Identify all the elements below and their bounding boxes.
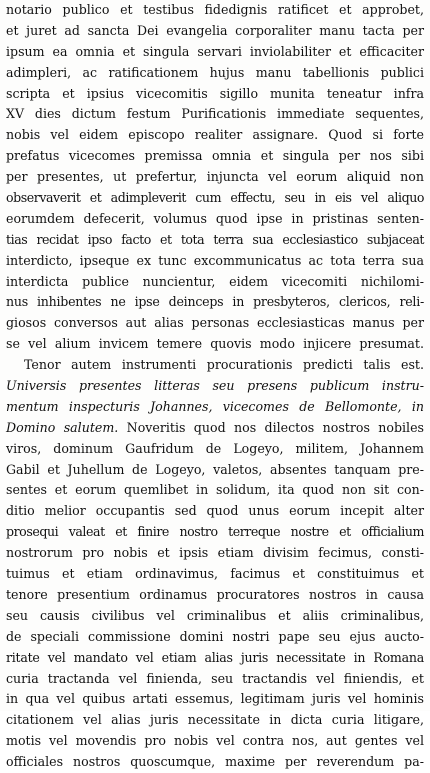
italic-text: Universis presentes litteras seu presens publicum instru- [6, 378, 424, 394]
text-line: nostrorum pro nobis et ipsis etiam divisim fecimus, consti- [6, 545, 424, 561]
italic-text: Domino salutem. [6, 419, 119, 435]
text-line: per presentes, ut prefertur, injuncta vel eorum aliquid non [6, 169, 424, 185]
text-line: et juret ad sancta Dei evangelia corporaliter manu tacta per [6, 22, 424, 38]
text-line: XV dies dictum festum Purificationis immediate sequentes, [6, 106, 424, 122]
text-line-mixed [6, 418, 424, 439]
text-line: de speciali commissione domini nostri pape seu ejus aucto- [6, 628, 424, 644]
text-line: tias recidat ipso facto et tota terra sua ecclesiastico subjaceat [6, 231, 424, 247]
text-line: nobis vel eidem episcopo realiter assignare. Quod si forte [6, 127, 424, 143]
text-line: se vel alium invicem temere quovis modo injicere presumat. [6, 336, 424, 352]
paragraph-decree [6, 0, 424, 355]
text-line: officiales nostros quoscumque, maxime per reverendum pa- [6, 754, 424, 770]
text-line: ditio melior occupantis sed quod unus eorum incepit alter [6, 503, 424, 519]
text-line: tuimus et etiam ordinavimus, facimus et constituimus et [6, 566, 424, 582]
text-line: eorumdem defecerit, volumus quod ipse in pristinas senten- [6, 210, 424, 226]
text-line: tenore presentium ordinamus procuratores nostros in causa [6, 586, 424, 602]
text-line: nus inhibentes ne ipse deinceps in presbyteros, clericos, reli- [6, 294, 424, 310]
text-line: seu causis civilibus vel criminalibus et aliis criminalibus, [6, 607, 424, 623]
text-line: Gabil et Juhellum de Logeyo, valetos, absentes tanquam pre- [6, 461, 424, 477]
text-line: Tenor autem instrumenti procurationis predicti talis est. [24, 357, 424, 373]
text-line: adimpleri, ac ratificationem hujus manu tabellionis publici [6, 64, 424, 80]
text-line: in qua vel quibus artati essemus, legitimam juris vel hominis [6, 691, 424, 707]
text-line-italic [6, 397, 424, 418]
text-line: sentes et eorum quemlibet in solidum, ita quod non sit con- [6, 482, 424, 498]
text-line: prefatus vicecomes premissa omnia et singula per nos sibi [6, 148, 424, 164]
text-line: prosequi valeat et finire nostro terreque nostre et officialium [6, 524, 424, 540]
text-line: observaverit et adimpleverit cum effectu, seu in eis vel aliquo [6, 190, 424, 206]
text-line: interdicto, ipseque ex tunc excommunicatus ac tota terra sua [6, 252, 424, 268]
text-line: interdicta publice nuncientur, eidem vicecomiti nichilomi- [6, 273, 424, 289]
text-line: ipsum ea omnia et singula servari inviolabiliter et efficaciter [6, 43, 424, 59]
text-line-italic [6, 376, 424, 397]
text-line: curia tractanda vel finienda, seu tractandis vel finiendis, et [6, 670, 424, 686]
italic-text: mentum inspecturis Johannes, vicecomes de Bellomonte, in [6, 398, 424, 414]
text-line: scripta et ipsius vicecomitis sigillo munita teneatur infra [6, 85, 424, 101]
text-line: notario publico et testibus fidedignis ratificet et approbet, [6, 2, 424, 17]
text-run: Noveritis quod nos dilectos nostros nobiles [118, 419, 425, 435]
text-line: citationem vel alias juris necessitate in dicta curia litigare, [6, 712, 424, 728]
text-line: ritate vel mandato vel etiam alias juris necessitate in Romana [6, 649, 424, 665]
text-line: giosos conversos aut alias personas ecclesiasticas manus per [6, 315, 424, 331]
text-line: motis vel movendis pro nobis vel contra nos, aut gentes vel [6, 733, 424, 749]
text-line: viros, dominum Gaufridum de Logeyo, militem, Johannem [6, 440, 424, 456]
paragraph-procuration [6, 355, 424, 773]
